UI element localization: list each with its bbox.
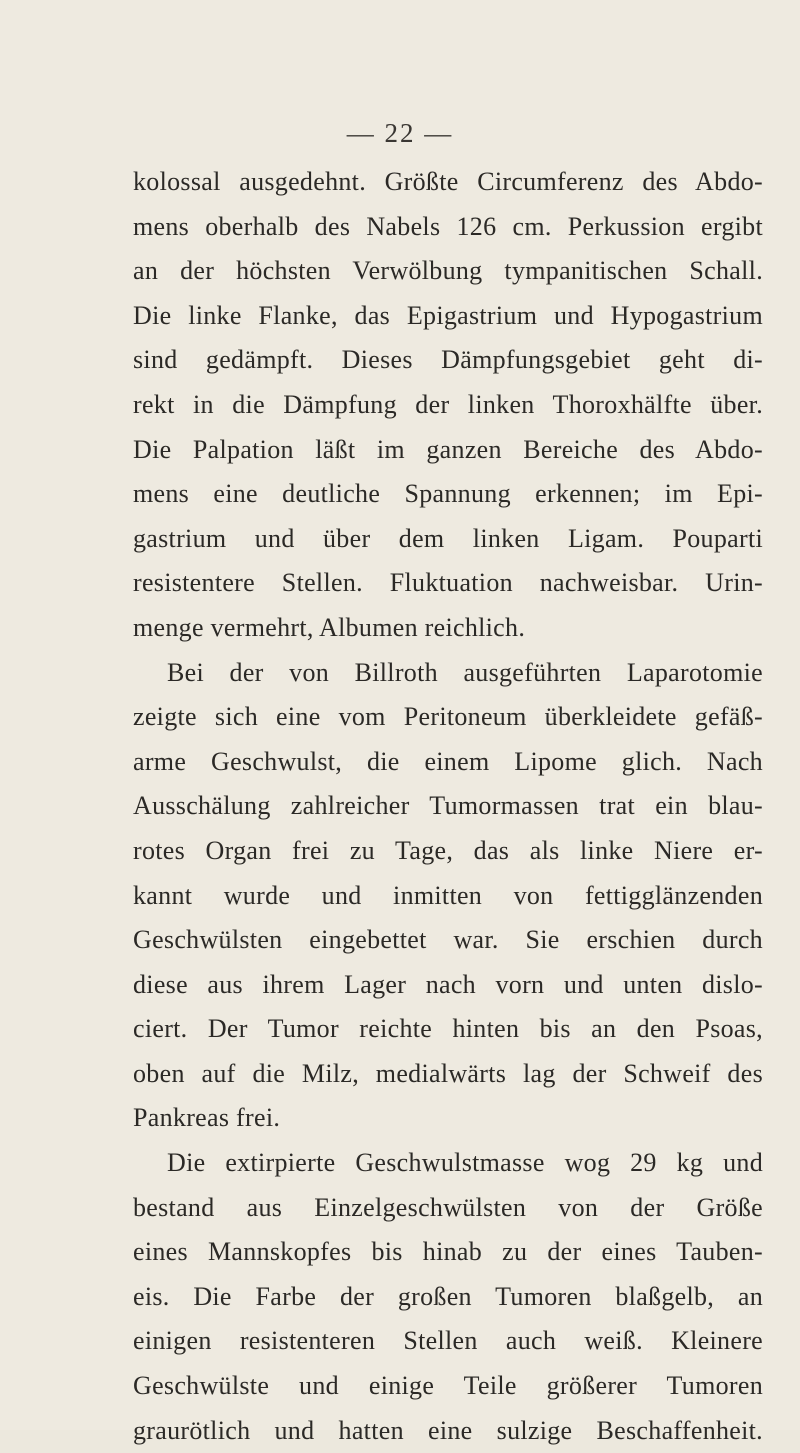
text-line: sind gedämpft. Dieses Dämpfungsgebiet geht di- [133,345,763,375]
text-line: Ausschälung zahlreicher Tumormassen trat ein blau- [133,791,763,821]
text-line: mens eine deutliche Spannung erkennen; im Epi- [133,479,763,509]
text-line: Geschwülsten eingebettet war. Sie erschien durch [133,925,763,955]
text-line: eis. Die Farbe der großen Tumoren blaßgelb, an [133,1281,763,1311]
text-line: diese aus ihrem Lager nach vorn und unten dislo- [133,969,763,999]
text-line: graurötlich und hatten eine sulzige Beschaffenheit. [133,1415,763,1445]
text-line: gastrium und über dem linken Ligam. Pouparti [133,523,763,553]
text-line: Die Palpation läßt im ganzen Bereiche des Abdo- [133,434,763,464]
text-line: Pankreas frei. [133,1103,281,1133]
text-line: mens oberhalb des Nabels 126 cm. Perkussion ergibt [133,211,763,241]
text-line: kannt wurde und inmitten von fettigglänzenden [133,880,763,910]
text-line: kolossal ausgedehnt. Größte Circumferenz des Abdo- [133,167,763,196]
text-line: arme Geschwulst, die einem Lipome glich. Nach [133,746,763,776]
text-line: ciert. Der Tumor reichte hinten bis an den Psoas, [133,1014,763,1044]
text-line: rekt in die Dämpfung der linken Thoroxhälfte über. [133,389,763,419]
text-line: resistentere Stellen. Fluktuation nachweisbar. Urin- [133,568,763,598]
text-line: Geschwülste und einige Teile größerer Tumoren [133,1371,763,1401]
text-line: Bei der von Billroth ausgeführten Laparotomie [167,657,763,687]
text-line: eines Mannskopfes bis hinab zu der eines Tauben- [133,1237,763,1267]
text-line: menge vermehrt, Albumen reichlich. [133,612,526,642]
text-line: an der höchsten Verwölbung tympanitischen Schall. [133,256,763,286]
text-line: bestand aus Einzelgeschwülsten von der Größe [133,1192,763,1222]
body-text [133,160,763,1453]
text-line: zeigte sich eine vom Peritoneum überkleidete gefäß- [133,702,763,732]
text-line: rotes Organ frei zu Tage, das als linke Niere er- [133,835,763,865]
text-line: einigen resistenteren Stellen auch weiß. Kleinere [133,1326,763,1356]
text-line: Die extirpierte Geschwulstmasse wog 29 kg und [167,1148,763,1178]
text-line: oben auf die Milz, medialwärts lag der Schweif des [133,1058,763,1088]
page-number: — 22 — [346,118,454,148]
text-line: Die linke Flanke, das Epigastrium und Hypogastrium [133,300,763,330]
